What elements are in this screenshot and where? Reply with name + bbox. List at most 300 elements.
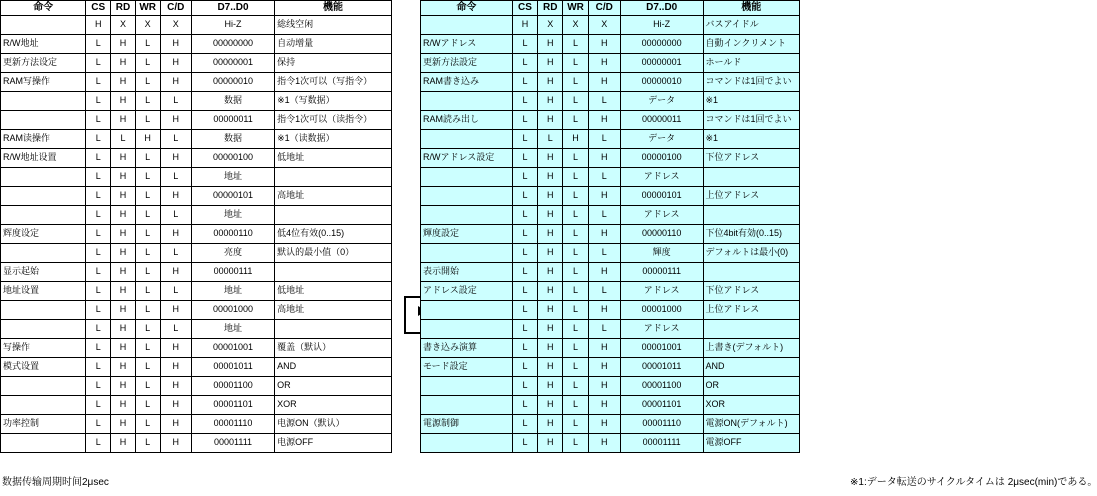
right-cell-cs: L: [512, 320, 537, 339]
left-header-cd: C/D: [160, 1, 191, 16]
table-row: [1, 92, 392, 111]
table-row: [1, 149, 392, 168]
left-cell-rd: H: [111, 168, 136, 187]
left-cell-function: 総线空闲: [275, 16, 392, 35]
table-row: [421, 225, 800, 244]
right-cell-rd: H: [538, 320, 563, 339]
right-cell-function: 上書き(デフォルト): [703, 339, 799, 358]
right-cell-rd: H: [538, 263, 563, 282]
left-cell-cs: L: [86, 187, 111, 206]
right-cell-cd: L: [588, 282, 620, 301]
right-cell-rd: H: [538, 187, 563, 206]
left-cell-data: 00000100: [191, 149, 274, 168]
right-cell-rd: H: [538, 434, 563, 453]
left-cell-data: 00001011: [191, 358, 274, 377]
right-cell-command: [421, 187, 513, 206]
left-cell-wr: L: [135, 301, 160, 320]
left-header-function: 機能: [275, 1, 392, 16]
left-cell-data: 00000101: [191, 187, 274, 206]
left-cell-cs: L: [86, 225, 111, 244]
right-cell-wr: L: [563, 415, 588, 434]
right-cell-data: アドレス: [620, 320, 703, 339]
table-row: [421, 130, 800, 149]
left-cell-rd: H: [111, 111, 136, 130]
right-cell-cd: H: [588, 225, 620, 244]
left-cell-command: 功率控制: [1, 415, 86, 434]
right-cell-command: [421, 396, 513, 415]
right-cell-command: R/Wアドレス: [421, 35, 513, 54]
right-cell-wr: L: [563, 282, 588, 301]
table-row: [421, 263, 800, 282]
right-cell-command: 書き込み演算: [421, 339, 513, 358]
left-cell-cd: H: [160, 358, 191, 377]
table-row: [421, 16, 800, 35]
table-row: [1, 111, 392, 130]
right-header-data: D7..D0: [620, 1, 703, 16]
left-cell-cd: H: [160, 377, 191, 396]
left-cell-cs: L: [86, 111, 111, 130]
right-cell-rd: H: [538, 206, 563, 225]
right-cell-rd: L: [538, 130, 563, 149]
right-cell-data: アドレス: [620, 206, 703, 225]
right-table-header-row: [421, 1, 800, 16]
left-cell-wr: L: [135, 225, 160, 244]
left-cell-cs: H: [86, 16, 111, 35]
left-cell-rd: H: [111, 263, 136, 282]
table-row: [421, 282, 800, 301]
right-cell-wr: L: [563, 320, 588, 339]
left-header-cs: CS: [86, 1, 111, 16]
right-cell-cd: H: [588, 301, 620, 320]
left-cell-cs: L: [86, 149, 111, 168]
right-cell-cd: H: [588, 339, 620, 358]
left-cell-data: Hi-Z: [191, 16, 274, 35]
table-row: [421, 187, 800, 206]
right-cell-wr: L: [563, 149, 588, 168]
table-row: [1, 434, 392, 453]
left-cell-command: [1, 168, 86, 187]
left-cell-cs: L: [86, 415, 111, 434]
right-cell-wr: X: [563, 16, 588, 35]
right-cell-rd: H: [538, 168, 563, 187]
left-cell-rd: H: [111, 73, 136, 92]
left-cell-rd: H: [111, 396, 136, 415]
right-cell-function: 下位アドレス: [703, 282, 799, 301]
right-cell-cs: L: [512, 225, 537, 244]
left-cell-rd: L: [111, 130, 136, 149]
table-row: [421, 377, 800, 396]
right-cell-cd: L: [588, 168, 620, 187]
right-cell-wr: L: [563, 358, 588, 377]
left-cell-command: [1, 301, 86, 320]
table-row: [421, 301, 800, 320]
left-cell-cs: L: [86, 35, 111, 54]
left-cell-cs: L: [86, 339, 111, 358]
left-cell-function: 保持: [275, 54, 392, 73]
left-cell-cs: L: [86, 168, 111, 187]
right-cell-data: 00000001: [620, 54, 703, 73]
left-cell-rd: H: [111, 434, 136, 453]
left-cell-rd: H: [111, 225, 136, 244]
left-cell-cd: L: [160, 320, 191, 339]
left-cell-data: 00001000: [191, 301, 274, 320]
left-cell-wr: L: [135, 54, 160, 73]
left-cell-function: 高地址: [275, 187, 392, 206]
right-cell-cd: H: [588, 377, 620, 396]
right-cell-wr: L: [563, 35, 588, 54]
left-cell-wr: L: [135, 73, 160, 92]
right-header-wr: WR: [563, 1, 588, 16]
left-cell-command: [1, 111, 86, 130]
right-cell-command: 表示開始: [421, 263, 513, 282]
right-cell-rd: H: [538, 149, 563, 168]
right-cell-cd: H: [588, 434, 620, 453]
right-cell-cd: H: [588, 54, 620, 73]
right-cell-function: XOR: [703, 396, 799, 415]
right-cell-function: [703, 320, 799, 339]
right-cell-data: 00000011: [620, 111, 703, 130]
left-cell-wr: L: [135, 377, 160, 396]
left-cell-cd: H: [160, 111, 191, 130]
left-cell-cd: H: [160, 415, 191, 434]
table-row: [1, 225, 392, 244]
right-cell-command: [421, 206, 513, 225]
left-cell-data: 00000001: [191, 54, 274, 73]
left-cell-command: [1, 320, 86, 339]
right-cell-wr: L: [563, 434, 588, 453]
right-cell-rd: H: [538, 225, 563, 244]
table-row: [1, 320, 392, 339]
table-row: [421, 73, 800, 92]
left-cell-command: 显示起始: [1, 263, 86, 282]
table-row: [1, 73, 392, 92]
left-cell-command: [1, 396, 86, 415]
left-cell-data: 地址: [191, 168, 274, 187]
table-row: [1, 339, 392, 358]
left-cell-function: 电源OFF: [275, 434, 392, 453]
table-row: [421, 244, 800, 263]
left-cell-function: AND: [275, 358, 392, 377]
right-cell-cs: L: [512, 434, 537, 453]
right-cell-cd: X: [588, 16, 620, 35]
right-cell-rd: H: [538, 244, 563, 263]
right-cell-function: 上位アドレス: [703, 301, 799, 320]
table-row: [1, 168, 392, 187]
left-cell-cd: H: [160, 396, 191, 415]
table-row: [1, 16, 392, 35]
table-row: [421, 415, 800, 434]
left-cell-cs: L: [86, 301, 111, 320]
right-cell-cs: L: [512, 396, 537, 415]
right-cell-cd: H: [588, 187, 620, 206]
left-cell-cs: L: [86, 282, 111, 301]
right-cell-cd: H: [588, 149, 620, 168]
right-cell-wr: L: [563, 111, 588, 130]
right-cell-data: 00000110: [620, 225, 703, 244]
right-cell-command: RAM書き込み: [421, 73, 513, 92]
right-cell-rd: H: [538, 92, 563, 111]
left-cell-data: 00001101: [191, 396, 274, 415]
left-cell-cs: L: [86, 320, 111, 339]
right-cell-cs: L: [512, 244, 537, 263]
right-cell-rd: H: [538, 73, 563, 92]
right-cell-function: 電源ON(デフォルト): [703, 415, 799, 434]
right-cell-command: [421, 377, 513, 396]
right-cell-wr: L: [563, 92, 588, 111]
left-cell-cd: H: [160, 263, 191, 282]
left-cell-wr: L: [135, 35, 160, 54]
right-header-rd: RD: [538, 1, 563, 16]
left-cell-rd: H: [111, 54, 136, 73]
right-cell-rd: H: [538, 54, 563, 73]
left-cell-command: 模式设置: [1, 358, 86, 377]
right-cell-data: 00001000: [620, 301, 703, 320]
left-cell-function: [275, 168, 392, 187]
right-cell-cs: L: [512, 168, 537, 187]
right-header-command: 命令: [421, 1, 513, 16]
left-cell-function: 默认的最小值（0）: [275, 244, 392, 263]
right-cell-command: [421, 434, 513, 453]
left-cell-wr: L: [135, 396, 160, 415]
table-row: [421, 168, 800, 187]
left-cell-function: 高地址: [275, 301, 392, 320]
left-cell-function: 覆盖（默认）: [275, 339, 392, 358]
left-cell-cd: L: [160, 206, 191, 225]
left-cell-cd: X: [160, 16, 191, 35]
table-row: [1, 206, 392, 225]
right-cell-command: 電源制御: [421, 415, 513, 434]
left-cell-command: [1, 206, 86, 225]
left-cell-cs: L: [86, 206, 111, 225]
right-cell-data: アドレス: [620, 282, 703, 301]
right-cell-cs: L: [512, 92, 537, 111]
right-cell-function: デフォルトは最小(0): [703, 244, 799, 263]
left-cell-cd: H: [160, 149, 191, 168]
right-cell-function: バスアイドル: [703, 16, 799, 35]
right-cell-data: 00000000: [620, 35, 703, 54]
left-cell-command: 地址设置: [1, 282, 86, 301]
left-cell-command: RAM读操作: [1, 130, 86, 149]
right-cell-cd: H: [588, 111, 620, 130]
left-cell-cs: L: [86, 377, 111, 396]
right-cell-wr: L: [563, 301, 588, 320]
right-cell-function: コマンドは1回でよい: [703, 111, 799, 130]
left-cell-data: 00001001: [191, 339, 274, 358]
right-header-cs: CS: [512, 1, 537, 16]
left-cell-wr: L: [135, 282, 160, 301]
right-cell-rd: H: [538, 377, 563, 396]
right-cell-command: [421, 92, 513, 111]
right-command-table-pane: [420, 0, 1097, 488]
right-cell-command: 更新方法設定: [421, 54, 513, 73]
left-cell-command: [1, 92, 86, 111]
table-row: [1, 282, 392, 301]
right-cell-command: [421, 320, 513, 339]
table-row: [1, 301, 392, 320]
table-row: [421, 396, 800, 415]
right-cell-cs: L: [512, 73, 537, 92]
right-cell-command: モード設定: [421, 358, 513, 377]
right-cell-function: ※1: [703, 130, 799, 149]
left-cell-wr: X: [135, 16, 160, 35]
right-cell-cs: L: [512, 282, 537, 301]
left-cell-cs: L: [86, 358, 111, 377]
right-cell-data: 00001001: [620, 339, 703, 358]
right-cell-function: 電源OFF: [703, 434, 799, 453]
left-cell-cd: L: [160, 282, 191, 301]
left-cell-command: [1, 244, 86, 263]
left-cell-wr: L: [135, 206, 160, 225]
left-cell-rd: H: [111, 206, 136, 225]
left-cell-function: 低地址: [275, 282, 392, 301]
left-cell-function: XOR: [275, 396, 392, 415]
table-row: [421, 54, 800, 73]
left-cell-command: 辉度设定: [1, 225, 86, 244]
right-header-function: 機能: [703, 1, 799, 16]
right-cell-rd: H: [538, 358, 563, 377]
right-cell-data: データ: [620, 130, 703, 149]
table-row: [1, 263, 392, 282]
table-row: [421, 339, 800, 358]
left-cell-cd: H: [160, 301, 191, 320]
right-cell-cd: H: [588, 35, 620, 54]
left-cell-cd: H: [160, 187, 191, 206]
left-cell-command: [1, 434, 86, 453]
right-cell-data: 00000111: [620, 263, 703, 282]
left-cell-data: 00000010: [191, 73, 274, 92]
table-row: [1, 130, 392, 149]
table-row: [1, 377, 392, 396]
left-cell-data: 00000111: [191, 263, 274, 282]
left-cell-wr: L: [135, 434, 160, 453]
right-cell-cs: L: [512, 263, 537, 282]
left-cell-data: 00001110: [191, 415, 274, 434]
left-note: 数据传输周期时间2μsec: [2, 477, 109, 488]
left-cell-data: 00000110: [191, 225, 274, 244]
right-cell-data: データ: [620, 92, 703, 111]
right-cell-cs: L: [512, 149, 537, 168]
left-cell-rd: H: [111, 149, 136, 168]
right-cell-cs: L: [512, 415, 537, 434]
left-cell-cd: H: [160, 225, 191, 244]
left-cell-cd: L: [160, 92, 191, 111]
right-cell-command: R/Wアドレス設定: [421, 149, 513, 168]
left-cell-cs: L: [86, 434, 111, 453]
left-cell-function: 低4位有效(0..15): [275, 225, 392, 244]
left-cell-wr: L: [135, 415, 160, 434]
right-cell-command: RAM読み出し: [421, 111, 513, 130]
left-table-header-row: [1, 1, 392, 16]
left-cell-cd: L: [160, 244, 191, 263]
right-cell-cd: L: [588, 320, 620, 339]
left-cell-wr: H: [135, 130, 160, 149]
table-row: [421, 111, 800, 130]
right-cell-data: 00001110: [620, 415, 703, 434]
left-cell-rd: H: [111, 92, 136, 111]
right-cell-rd: H: [538, 396, 563, 415]
left-cell-rd: H: [111, 244, 136, 263]
right-cell-command: [421, 16, 513, 35]
right-cell-wr: L: [563, 244, 588, 263]
left-cell-cd: H: [160, 54, 191, 73]
left-cell-cs: L: [86, 396, 111, 415]
left-cell-command: RAM写操作: [1, 73, 86, 92]
left-command-table-pane: [0, 0, 392, 488]
left-cell-data: 数据: [191, 92, 274, 111]
right-cell-wr: L: [563, 396, 588, 415]
left-cell-command: [1, 187, 86, 206]
table-row: [421, 358, 800, 377]
left-cell-rd: H: [111, 301, 136, 320]
right-cell-cs: H: [512, 16, 537, 35]
left-cell-function: 电源ON（默认）: [275, 415, 392, 434]
left-cell-cs: L: [86, 92, 111, 111]
left-header-command: 命令: [1, 1, 86, 16]
right-cell-cd: L: [588, 244, 620, 263]
left-cell-data: 00001111: [191, 434, 274, 453]
right-cell-cs: L: [512, 187, 537, 206]
right-cell-wr: L: [563, 168, 588, 187]
right-cell-cs: L: [512, 54, 537, 73]
right-cell-wr: L: [563, 206, 588, 225]
left-cell-function: ※1（写数据）: [275, 92, 392, 111]
left-cell-cs: L: [86, 130, 111, 149]
right-cell-function: コマンドは1回でよい: [703, 73, 799, 92]
right-cell-data: 00001100: [620, 377, 703, 396]
left-cell-cd: L: [160, 130, 191, 149]
left-cell-function: [275, 263, 392, 282]
left-cell-function: [275, 206, 392, 225]
left-header-wr: WR: [135, 1, 160, 16]
left-cell-cs: L: [86, 263, 111, 282]
left-header-rd: RD: [111, 1, 136, 16]
right-cell-cd: H: [588, 396, 620, 415]
table-row: [1, 35, 392, 54]
left-cell-data: 00000011: [191, 111, 274, 130]
right-cell-data: アドレス: [620, 168, 703, 187]
left-cell-cd: H: [160, 434, 191, 453]
left-cell-cd: H: [160, 73, 191, 92]
right-cell-rd: H: [538, 301, 563, 320]
right-cell-data: 輝度: [620, 244, 703, 263]
left-cell-wr: L: [135, 358, 160, 377]
left-cell-command: 更新方法设定: [1, 54, 86, 73]
right-cell-data: Hi-Z: [620, 16, 703, 35]
right-cell-wr: L: [563, 225, 588, 244]
left-cell-command: [1, 377, 86, 396]
right-cell-rd: H: [538, 111, 563, 130]
left-cell-cd: L: [160, 168, 191, 187]
right-cell-wr: L: [563, 339, 588, 358]
right-cell-wr: H: [563, 130, 588, 149]
left-cell-command: R/W地址: [1, 35, 86, 54]
right-cell-rd: X: [538, 16, 563, 35]
table-row: [421, 320, 800, 339]
left-cell-function: 自动增量: [275, 35, 392, 54]
left-cell-cd: H: [160, 35, 191, 54]
right-cell-rd: H: [538, 35, 563, 54]
left-cell-data: 地址: [191, 282, 274, 301]
right-cell-cd: L: [588, 130, 620, 149]
table-row: [421, 149, 800, 168]
table-row: [1, 415, 392, 434]
right-cell-function: 自動インクリメント: [703, 35, 799, 54]
left-cell-rd: H: [111, 377, 136, 396]
left-cell-function: 低地址: [275, 149, 392, 168]
left-cell-rd: H: [111, 35, 136, 54]
table-row: [1, 244, 392, 263]
right-header-cd: C/D: [588, 1, 620, 16]
